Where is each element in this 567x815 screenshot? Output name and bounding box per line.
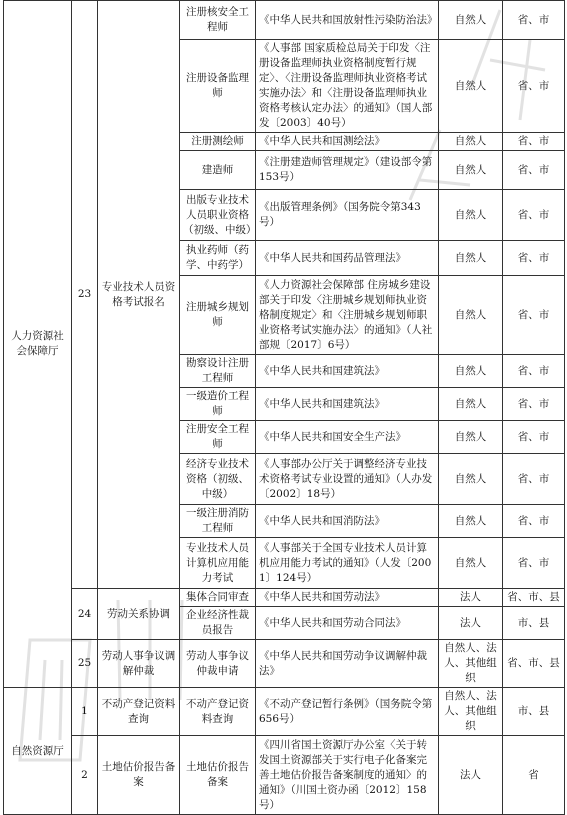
legal-basis: 《注册建造师管理规定》（建设部令第153号） xyxy=(256,151,439,190)
item-number: 23 xyxy=(72,1,98,589)
table-row xyxy=(4,736,565,815)
legal-basis: 《中华人民共和国建筑法》 xyxy=(256,355,439,388)
department-cell: 自然资源厅 xyxy=(4,688,72,815)
service-level: 省、市 xyxy=(503,454,565,505)
service-object: 自然人 xyxy=(439,133,503,151)
legal-basis: 《中华人民共和国劳动争议调解仲裁法》 xyxy=(256,640,439,688)
sub-item: 经济专业技术资格（初级、中级） xyxy=(180,454,256,505)
item-number: 1 xyxy=(72,688,98,736)
legal-basis: 《人力资源社会保障部 住房城乡建设部关于印发〈注册城乡规划师执业资格制度规定〉和〈注册城乡规划师职业资格考试实施办法〉的通知》（人社部规〔2017〕6号） xyxy=(256,276,439,355)
item-name: 专业技术人员资格考试报名 xyxy=(98,1,180,589)
legal-basis: 《四川省国土资源厅办公室〈关于转发国土资源部关于实行电子化备案完善土地估价报告备案制度的通知〉的通知》（川国土资办函〔2012〕158号） xyxy=(256,736,439,815)
sub-item: 一级造价工程师 xyxy=(180,388,256,421)
legal-basis: 《出版管理条例》（国务院令第343号） xyxy=(256,190,439,241)
service-level: 省、市 xyxy=(503,1,565,40)
service-object: 自然人 xyxy=(439,538,503,589)
service-level: 省、市 xyxy=(503,133,565,151)
service-level: 省、市、县 xyxy=(503,640,565,688)
sub-item: 劳动人事争议仲裁申请 xyxy=(180,640,256,688)
service-level: 省、市 xyxy=(503,505,565,538)
legal-basis: 《中华人民共和国放射性污染防治法》 xyxy=(256,1,439,40)
service-level: 省、市 xyxy=(503,388,565,421)
sub-item: 专业技术人员计算机应用能力考试 xyxy=(180,538,256,589)
legal-basis: 《中华人民共和国劳动法》 xyxy=(256,589,439,607)
legal-basis: 《中华人民共和国消防法》 xyxy=(256,505,439,538)
sub-item: 土地估价报告备案 xyxy=(180,736,256,815)
service-level: 省、市 xyxy=(503,355,565,388)
item-number: 2 xyxy=(72,736,98,815)
item-number: 24 xyxy=(72,589,98,640)
department-cell: 人力资源社会保障厅 xyxy=(4,1,72,688)
sub-item: 一级注册消防工程师 xyxy=(180,505,256,538)
legal-basis: 《不动产登记暂行条例》（国务院令第656号） xyxy=(256,688,439,736)
service-level: 省、市、县 xyxy=(503,589,565,607)
legal-basis: 《人事部 国家质检总局关于印发〈注册设备监理师执业资格制度暂行规定〉、〈注册设备监理师执业资格考试实施办法〉和〈注册设备监理师执业资格考核认定办法〉的通知》（国人部发〔2003〕40号） xyxy=(256,40,439,133)
sub-item: 注册核安全工程师 xyxy=(180,1,256,40)
services-table xyxy=(3,0,565,815)
service-level: 省、市 xyxy=(503,190,565,241)
legal-basis: 《中华人民共和国建筑法》 xyxy=(256,388,439,421)
legal-basis: 《中华人民共和国安全生产法》 xyxy=(256,421,439,454)
sub-item: 执业药师（药学、中药学） xyxy=(180,241,256,276)
service-object: 自然人 xyxy=(439,1,503,40)
legal-basis: 《中华人民共和国测绘法》 xyxy=(256,133,439,151)
legal-basis: 《人事部关于全国专业技术人员计算机应用能力考试的通知》（人发〔2001〕124号） xyxy=(256,538,439,589)
service-object: 自然人 xyxy=(439,151,503,190)
sub-item: 注册测绘师 xyxy=(180,133,256,151)
service-object: 自然人 xyxy=(439,421,503,454)
sub-item: 建造师 xyxy=(180,151,256,190)
sub-item: 注册设备监理师 xyxy=(180,40,256,133)
sub-item: 不动产登记资料查询 xyxy=(180,688,256,736)
service-object: 自然人、法人、其他组织 xyxy=(439,640,503,688)
sub-item: 企业经济性裁员报告 xyxy=(180,607,256,640)
table-row xyxy=(4,688,565,736)
sub-item: 出版专业技术人员职业资格（初级、中级） xyxy=(180,190,256,241)
sub-item: 注册安全工程师 xyxy=(180,421,256,454)
service-level: 省 xyxy=(503,736,565,815)
service-object: 自然人 xyxy=(439,40,503,133)
service-level: 市、县 xyxy=(503,607,565,640)
service-object: 自然人、法人、其他组织 xyxy=(439,688,503,736)
service-object: 自然人 xyxy=(439,241,503,276)
table-row xyxy=(4,589,565,607)
service-object: 自然人 xyxy=(439,454,503,505)
service-object: 自然人 xyxy=(439,388,503,421)
service-level: 省、市 xyxy=(503,276,565,355)
service-object: 自然人 xyxy=(439,505,503,538)
service-level: 省、市 xyxy=(503,241,565,276)
table-row xyxy=(4,640,565,688)
legal-basis: 《中华人民共和国药品管理法》 xyxy=(256,241,439,276)
sub-item: 勘察设计注册工程师 xyxy=(180,355,256,388)
service-level: 省、市 xyxy=(503,421,565,454)
sub-item: 集体合同审查 xyxy=(180,589,256,607)
service-object: 自然人 xyxy=(439,355,503,388)
service-object: 自然人 xyxy=(439,190,503,241)
service-level: 省、市 xyxy=(503,151,565,190)
service-object: 法人 xyxy=(439,736,503,815)
item-name: 劳动关系协调 xyxy=(98,589,180,640)
item-name: 劳动人事争议调解仲裁 xyxy=(98,640,180,688)
sub-item: 注册城乡规划师 xyxy=(180,276,256,355)
item-number: 25 xyxy=(72,640,98,688)
legal-basis: 《中华人民共和国劳动合同法》 xyxy=(256,607,439,640)
table-row xyxy=(4,1,565,40)
item-name: 土地估价报告备案 xyxy=(98,736,180,815)
item-name: 不动产登记资料查询 xyxy=(98,688,180,736)
service-level: 省、市 xyxy=(503,538,565,589)
service-object: 自然人 xyxy=(439,276,503,355)
service-level: 省、市 xyxy=(503,40,565,133)
service-object: 法人 xyxy=(439,589,503,607)
service-object: 法人 xyxy=(439,607,503,640)
legal-basis: 《人事部办公厅关于调整经济专业技术资格考试专业设置的通知》（人办发〔2002〕18号） xyxy=(256,454,439,505)
service-level: 市、县 xyxy=(503,688,565,736)
